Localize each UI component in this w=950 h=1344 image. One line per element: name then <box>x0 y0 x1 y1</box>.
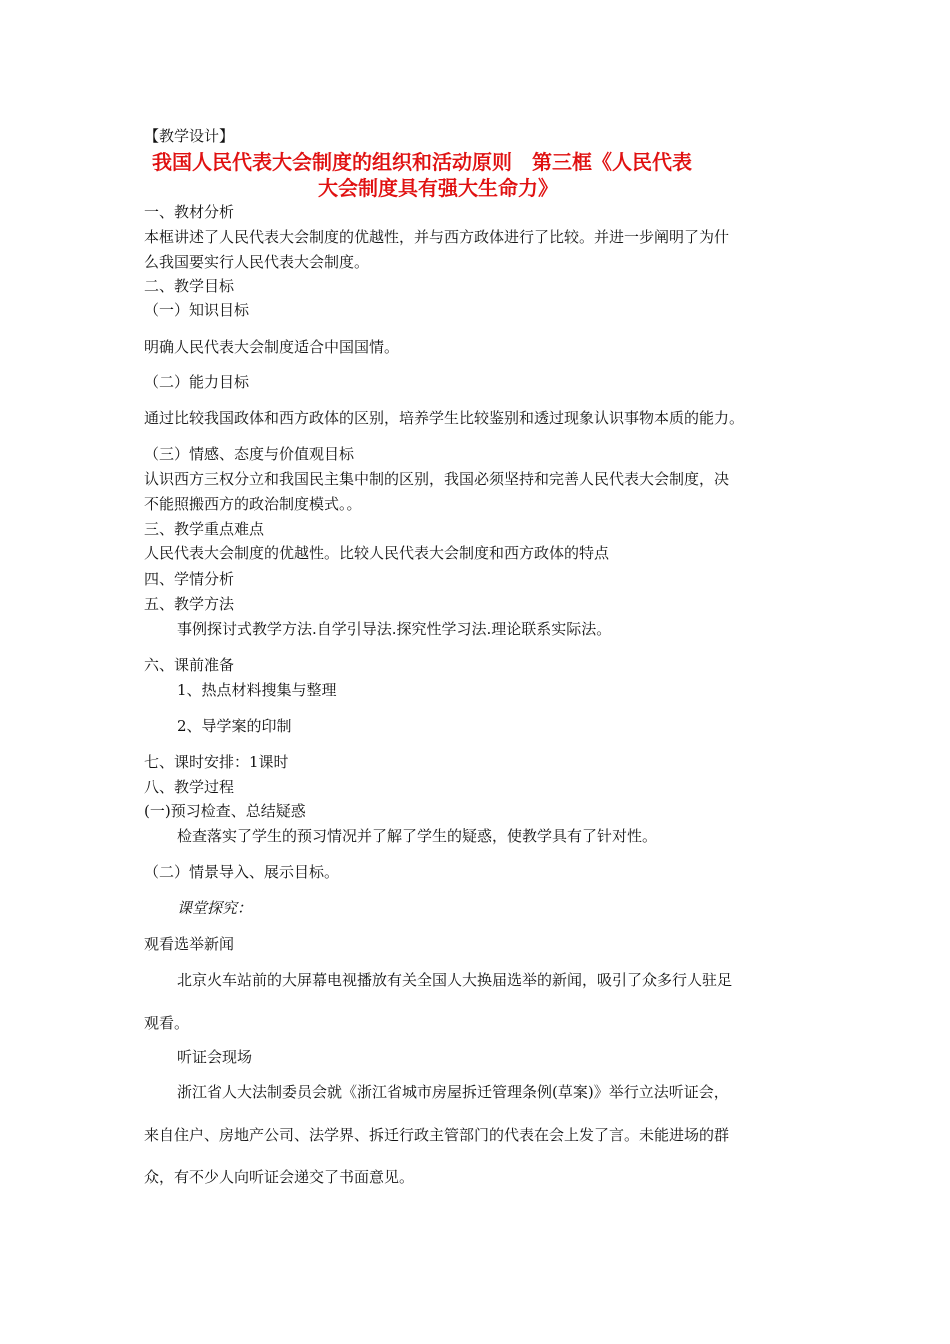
header-tag: 【教学设计】 <box>144 127 235 145</box>
section-8-sub-1: (一)预习检查、总结疑惑 <box>144 802 306 820</box>
section-6-heading: 六、课前准备 <box>144 656 235 674</box>
section-6-item-2: 2、导学案的印制 <box>177 717 292 735</box>
section-2-sub-3-text-2: 不能照搬西方的政治制度模式。。 <box>144 495 362 513</box>
classroom-explore-label: 课堂探究： <box>177 899 253 917</box>
section-3-heading: 三、教学重点难点 <box>144 520 265 538</box>
hearing-heading: 听证会现场 <box>177 1048 253 1066</box>
hearing-text-1: 浙江省人大法制委员会就《浙江省城市房屋拆迁管理条例(草案)》举行立法听证会， <box>177 1083 729 1101</box>
section-8-heading: 八、教学过程 <box>144 778 235 796</box>
section-8-sub-1-text: 检查落实了学生的预习情况并了解了学生的疑惑，使教学具有了针对性。 <box>177 827 658 845</box>
section-6-item-1: 1、热点材料搜集与整理 <box>177 681 337 699</box>
section-3-text: 人民代表大会制度的优越性。比较人民代表大会制度和西方政体的特点 <box>144 544 610 562</box>
section-2-heading: 二、教学目标 <box>144 277 235 295</box>
section-2-sub-2: （二）能力目标 <box>144 373 250 391</box>
section-7-heading: 七、课时安排：1课时 <box>144 753 289 771</box>
section-1-text-2: 么我国要实行人民代表大会制度。 <box>144 253 370 271</box>
section-5-text: 事例探讨式教学方法.自学引导法.探究性学习法.理论联系实际法。 <box>177 620 612 638</box>
section-2-sub-1: （一）知识目标 <box>144 301 250 319</box>
section-2-sub-1-text: 明确人民代表大会制度适合中国国情。 <box>144 338 400 356</box>
section-1-heading: 一、教材分析 <box>144 203 235 221</box>
title-line-1: 我国人民代表大会制度的组织和活动原则 第三框《人民代表 <box>152 150 692 174</box>
hearing-text-3: 众，有不少人向听证会递交了书面意见。 <box>144 1168 415 1186</box>
section-1-text-1: 本框讲述了人民代表大会制度的优越性，并与西方政体进行了比较。并进一步阐明了为什 <box>144 228 730 246</box>
news-text-2: 观看。 <box>144 1014 190 1032</box>
section-5-heading: 五、教学方法 <box>144 595 235 613</box>
hearing-text-2: 来自住户、房地产公司、法学界、拆迁行政主管部门的代表在会上发了言。未能进场的群 <box>144 1126 730 1144</box>
section-4-heading: 四、学情分析 <box>144 570 235 588</box>
section-2-sub-3-text-1: 认识西方三权分立和我国民主集中制的区别，我国必须坚持和完善人民代表大会制度，决 <box>144 470 730 488</box>
section-8-sub-2: （二）情景导入、展示目标。 <box>144 863 340 881</box>
news-text-1: 北京火车站前的大屏幕电视播放有关全国人大换届选举的新闻，吸引了众多行人驻足 <box>177 971 733 989</box>
section-2-sub-3: （三）情感、态度与价值观目标 <box>144 445 355 463</box>
section-2-sub-2-text: 通过比较我国政体和西方政体的区别，培养学生比较鉴别和透过现象认识事物本质的能力。 <box>144 409 745 427</box>
title-line-2: 大会制度具有强大生命力》 <box>318 176 558 200</box>
news-heading: 观看选举新闻 <box>144 935 235 953</box>
